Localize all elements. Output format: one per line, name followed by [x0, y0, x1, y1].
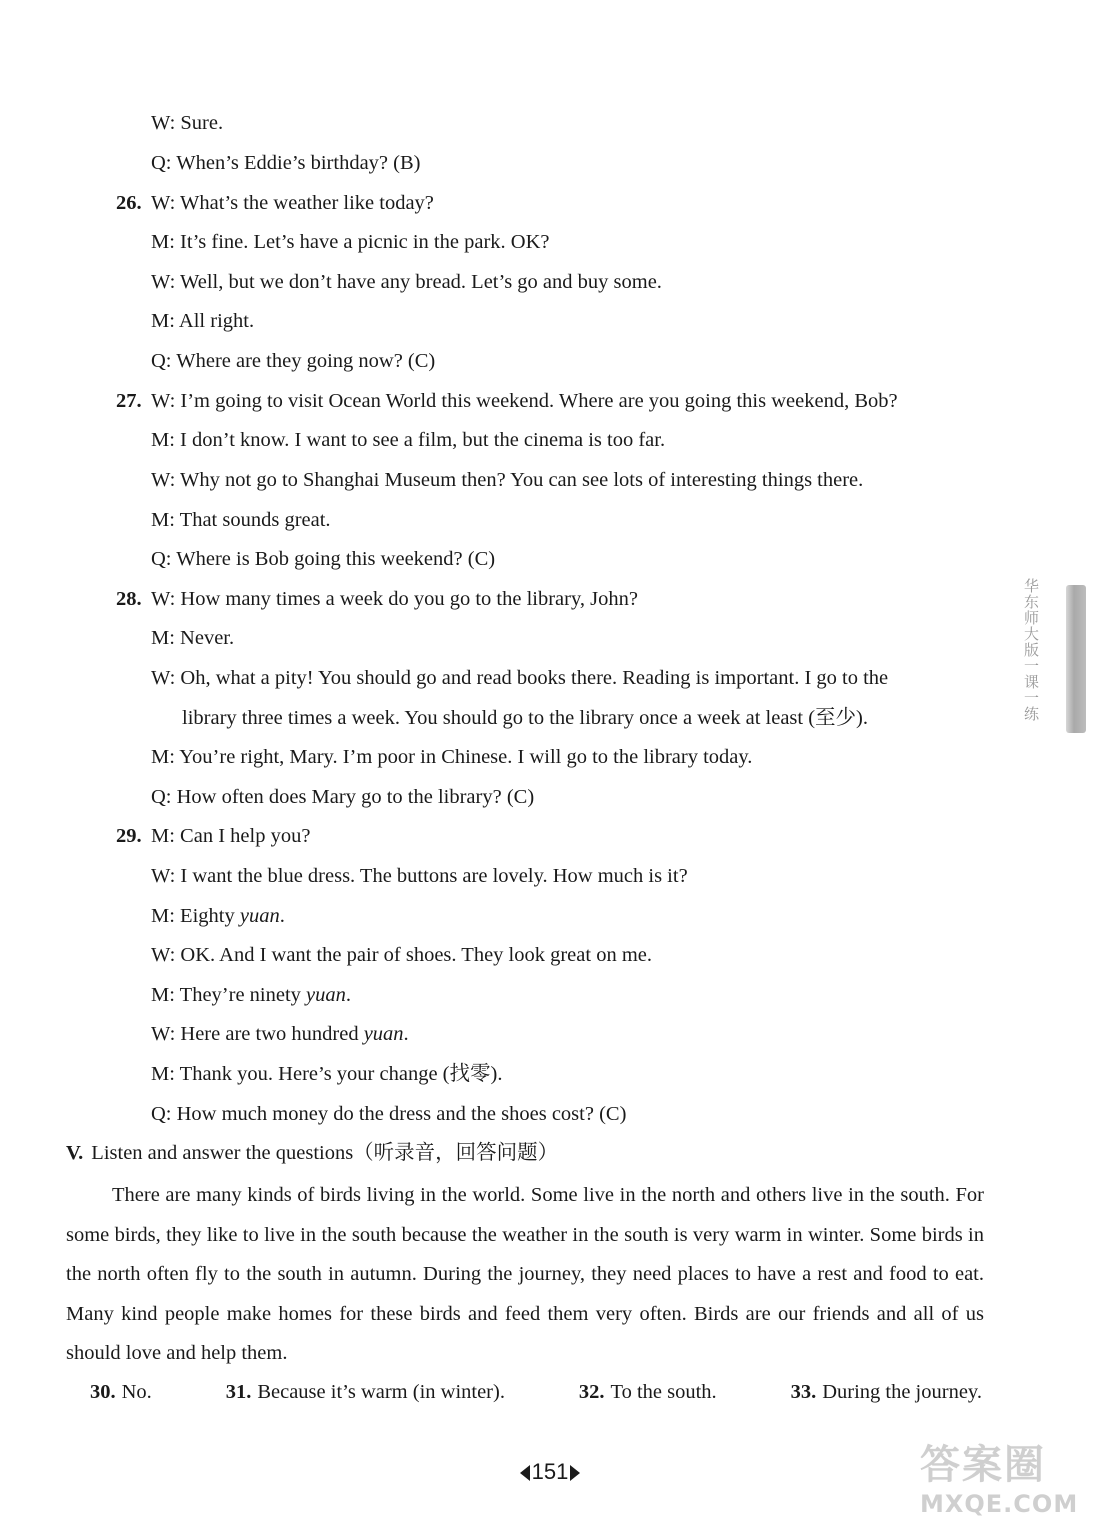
dialogue-text: W: Well, but we don’t have any bread. Let’s go and buy some. — [151, 271, 662, 293]
dialogue-line — [151, 744, 752, 770]
dialogue-line — [151, 1061, 502, 1087]
dialogue-text: W: What’s the weather like today? — [151, 192, 434, 214]
dialogue-line — [151, 348, 435, 374]
dialogue-text: W: I want the blue dress. The buttons are lovely. How much is it? — [151, 865, 688, 887]
question-item-28 — [116, 586, 638, 612]
dialogue-line — [151, 308, 254, 334]
question-item-26 — [116, 190, 434, 216]
answer-30 — [90, 1378, 152, 1406]
dialogue-text: W: Why not go to Shanghai Museum then? You can see lots of interesting things there. — [151, 469, 864, 491]
dialogue-text: W: Sure. — [151, 112, 224, 134]
question-number: 28. — [116, 588, 142, 610]
dialogue-text: Q: When’s Eddie’s birthday? (B) — [151, 152, 421, 174]
listening-passage: There are many kinds of birds living in the world. Some live in the north and others live in the south. For some birds, they like to live in the south because the weather in the south is very warm in winter. Some birds in the north often fly to the south in autumn. During the journey, they need places to have a rest and food to eat. Many kind people make homes for these birds and feed them very often. Birds are our friends and all of us should love and help them. — [66, 1184, 984, 1365]
watermark — [920, 1440, 1104, 1536]
dialogue-text: M: They’re ninety yuan. — [151, 984, 352, 1006]
right-triangle-icon — [570, 1465, 580, 1481]
answer-number: 32. — [578, 1381, 605, 1403]
answer-32 — [579, 1378, 717, 1406]
dialogue-line — [151, 625, 234, 651]
page-number — [470, 1458, 630, 1486]
dialogue-text: M: All right. — [151, 310, 255, 332]
dialogue-line — [151, 269, 662, 295]
answer-text: Because it’s warm (in winter). — [257, 1381, 505, 1403]
answer-number: 31. — [225, 1381, 252, 1403]
dialogue-line — [151, 863, 688, 889]
answer-number: 30. — [90, 1381, 116, 1403]
question-item-27 — [116, 388, 898, 414]
question-item-29 — [116, 823, 310, 849]
answer-number: 33. — [790, 1381, 817, 1403]
section-title: Listen and answer the questions（听录音，回答问题） — [91, 1142, 559, 1164]
question-number: 27. — [116, 390, 142, 412]
dialogue-line — [151, 1021, 409, 1047]
dialogue-text: M: You’re right, Mary. I’m poor in Chinese. I will go to the library today. — [151, 746, 753, 768]
dialogue-text: W: Here are two hundred yuan. — [151, 1023, 409, 1045]
watermark-logo-text: 答案圈 — [920, 1442, 1046, 1488]
left-triangle-icon — [520, 1465, 530, 1481]
side-label: 华东师大版一课一练 — [1022, 578, 1040, 722]
dialogue-text: W: How many times a week do you go to the library, John? — [151, 588, 638, 610]
dialogue-line — [151, 1101, 626, 1127]
answer-row — [90, 1378, 982, 1406]
dialogue-text: Q: How often does Mary go to the library? (C) — [151, 786, 535, 808]
dialogue-text: W: I’m going to visit Ocean World this weekend. Where are you going this weekend, Bob? — [151, 390, 898, 412]
dialogue-line — [151, 903, 285, 929]
dialogue-line-continued — [182, 705, 868, 731]
dialogue-line — [151, 665, 888, 691]
answer-31 — [226, 1378, 505, 1406]
dialogue-line — [151, 507, 331, 533]
dialogue-text: M: It’s fine. Let’s have a picnic in the park. OK? — [151, 231, 550, 253]
dialogue-text: M: Thank you. Here’s your change (找零). — [151, 1063, 503, 1085]
dialogue-line — [151, 150, 420, 176]
section-heading — [66, 1140, 558, 1166]
answer-text: To the south. — [610, 1381, 717, 1403]
dialogue-text: M: Eighty yuan. — [151, 905, 285, 927]
side-tab — [1066, 585, 1086, 733]
dialogue-text: Q: Where is Bob going this weekend? (C) — [151, 548, 496, 570]
dialogue-text: Q: How much money do the dress and the shoes cost? (C) — [151, 1103, 627, 1125]
question-number: 26. — [116, 192, 142, 214]
dialogue-line — [151, 229, 550, 255]
dialogue-line — [151, 427, 665, 453]
question-number: 29. — [116, 825, 142, 847]
answer-33 — [791, 1378, 982, 1406]
answer-text: During the journey. — [822, 1381, 982, 1403]
dialogue-text: M: Never. — [151, 627, 235, 649]
page-number-text: 151 — [531, 1459, 569, 1484]
section-label: V. — [66, 1142, 84, 1164]
dialogue-line — [151, 982, 351, 1008]
watermark-url: MXQE.COM — [920, 1490, 1079, 1518]
dialogue-line — [151, 784, 534, 810]
dialogue-text: library three times a week. You should go to the library once a week at least (至少). — [182, 707, 868, 729]
dialogue-line — [151, 467, 863, 493]
dialogue-text: Q: Where are they going now? (C) — [151, 350, 436, 372]
dialogue-line — [151, 942, 652, 968]
dialogue-text: M: I don’t know. I want to see a film, but the cinema is too far. — [151, 429, 666, 451]
answer-text: No. — [121, 1381, 152, 1403]
dialogue-text: M: Can I help you? — [151, 825, 311, 847]
dialogue-line — [151, 546, 495, 572]
dialogue-line — [151, 110, 223, 136]
dialogue-text: W: OK. And I want the pair of shoes. They look great on me. — [151, 944, 652, 966]
dialogue-text: W: Oh, what a pity! You should go and read books there. Reading is important. I go to the — [151, 667, 889, 689]
dialogue-text: M: That sounds great. — [151, 509, 331, 531]
